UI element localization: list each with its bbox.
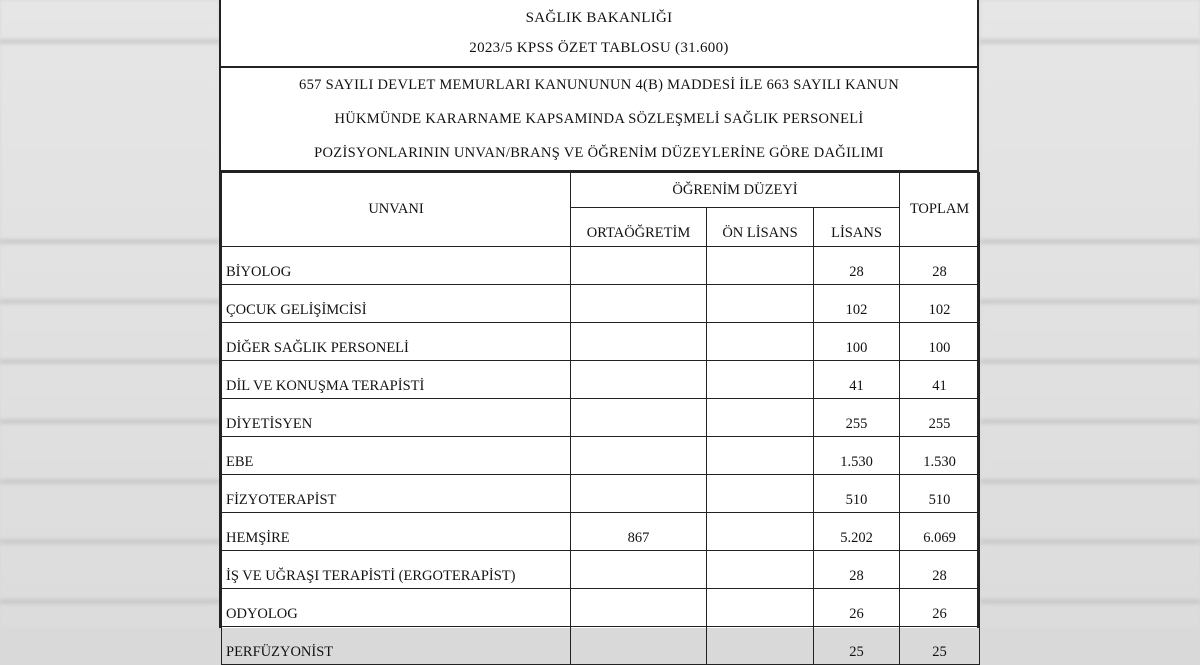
cell-unvan: HEMŞİRE [222, 513, 571, 551]
table-row [222, 475, 980, 513]
cell-unvan: DİL VE KONUŞMA TERAPİSTİ [222, 361, 571, 399]
cell-ortaogretim [571, 399, 707, 437]
cell-toplam: 255 [900, 399, 980, 437]
cell-lisans: 510 [814, 475, 900, 513]
cell-toplam: 100 [900, 323, 980, 361]
cell-onlisans [707, 589, 814, 627]
blurred-backdrop-right [980, 0, 1200, 628]
cell-onlisans [707, 323, 814, 361]
table-row [222, 361, 980, 399]
distribution-table [221, 172, 980, 665]
cell-lisans: 102 [814, 285, 900, 323]
cell-lisans: 41 [814, 361, 900, 399]
cell-lisans: 26 [814, 589, 900, 627]
column-header-ortaogretim: ORTAÖĞRETİM [571, 208, 707, 247]
table-row [222, 399, 980, 437]
column-header-onlisans: ÖN LİSANS [707, 208, 814, 247]
table-row [222, 285, 980, 323]
table-row [222, 323, 980, 361]
summary-subtitle: 2023/5 KPSS ÖZET TABLOSU (31.600) [469, 40, 729, 56]
cell-lisans: 28 [814, 247, 900, 285]
cell-ortaogretim [571, 285, 707, 323]
description-line-3: POZİSYONLARININ UNVAN/BRANŞ VE ÖĞRENİM DÜZEYLERİNE GÖRE DAĞILIMI [314, 145, 884, 161]
cell-onlisans [707, 247, 814, 285]
table-row [222, 627, 980, 665]
cell-lisans: 100 [814, 323, 900, 361]
cell-unvan: İŞ VE UĞRAŞI TERAPİSTİ (ERGOTERAPİST) [222, 551, 571, 589]
table-row [222, 437, 980, 475]
cell-toplam: 6.069 [900, 513, 980, 551]
cell-ortaogretim: 867 [571, 513, 707, 551]
cell-ortaogretim [571, 627, 707, 665]
cell-toplam: 1.530 [900, 437, 980, 475]
cell-onlisans [707, 513, 814, 551]
cell-unvan: FİZYOTERAPİST [222, 475, 571, 513]
cell-toplam: 28 [900, 551, 980, 589]
description-line-1: 657 SAYILI DEVLET MEMURLARI KANUNUNUN 4(B) MADDESİ İLE 663 SAYILI KANUN [299, 77, 899, 93]
column-header-toplam: TOPLAM [900, 173, 980, 247]
blurred-backdrop-left [0, 0, 220, 628]
cell-lisans: 25 [814, 627, 900, 665]
ministry-title: SAĞLIK BAKANLIĞI [525, 10, 673, 26]
summary-document [219, 0, 979, 660]
column-header-lisans: LİSANS [814, 208, 900, 247]
table-row [222, 247, 980, 285]
cell-toplam: 41 [900, 361, 980, 399]
cell-onlisans [707, 361, 814, 399]
cell-onlisans [707, 627, 814, 665]
cell-lisans: 28 [814, 551, 900, 589]
cell-unvan: EBE [222, 437, 571, 475]
description-block [221, 68, 977, 172]
cell-ortaogretim [571, 589, 707, 627]
cell-toplam: 510 [900, 475, 980, 513]
cell-lisans: 255 [814, 399, 900, 437]
cell-onlisans [707, 399, 814, 437]
cell-ortaogretim [571, 361, 707, 399]
table-row [222, 551, 980, 589]
cell-onlisans [707, 475, 814, 513]
cell-lisans: 1.530 [814, 437, 900, 475]
cell-unvan: ODYOLOG [222, 589, 571, 627]
cell-unvan: DİYETİSYEN [222, 399, 571, 437]
cell-onlisans [707, 437, 814, 475]
cell-ortaogretim [571, 247, 707, 285]
cell-onlisans [707, 551, 814, 589]
column-group-ogrenim-duzeyi: ÖĞRENİM DÜZEYİ [571, 173, 900, 208]
cell-toplam: 25 [900, 627, 980, 665]
cell-ortaogretim [571, 437, 707, 475]
cell-toplam: 28 [900, 247, 980, 285]
table-row [222, 513, 980, 551]
cell-unvan: PERFÜZYONİST [222, 627, 571, 665]
cell-ortaogretim [571, 323, 707, 361]
column-header-unvan: UNVANI [222, 173, 571, 247]
cell-toplam: 102 [900, 285, 980, 323]
table-row [222, 589, 980, 627]
cell-ortaogretim [571, 551, 707, 589]
cell-ortaogretim [571, 475, 707, 513]
cell-onlisans [707, 285, 814, 323]
cell-toplam: 26 [900, 589, 980, 627]
cell-unvan: ÇOCUK GELİŞİMCİSİ [222, 285, 571, 323]
title-block [221, 0, 977, 68]
description-line-2: HÜKMÜNDE KARARNAME KAPSAMINDA SÖZLEŞMELİ SAĞLIK PERSONELİ [334, 111, 864, 127]
cell-lisans: 5.202 [814, 513, 900, 551]
cell-unvan: BİYOLOG [222, 247, 571, 285]
cell-unvan: DİĞER SAĞLIK PERSONELİ [222, 323, 571, 361]
